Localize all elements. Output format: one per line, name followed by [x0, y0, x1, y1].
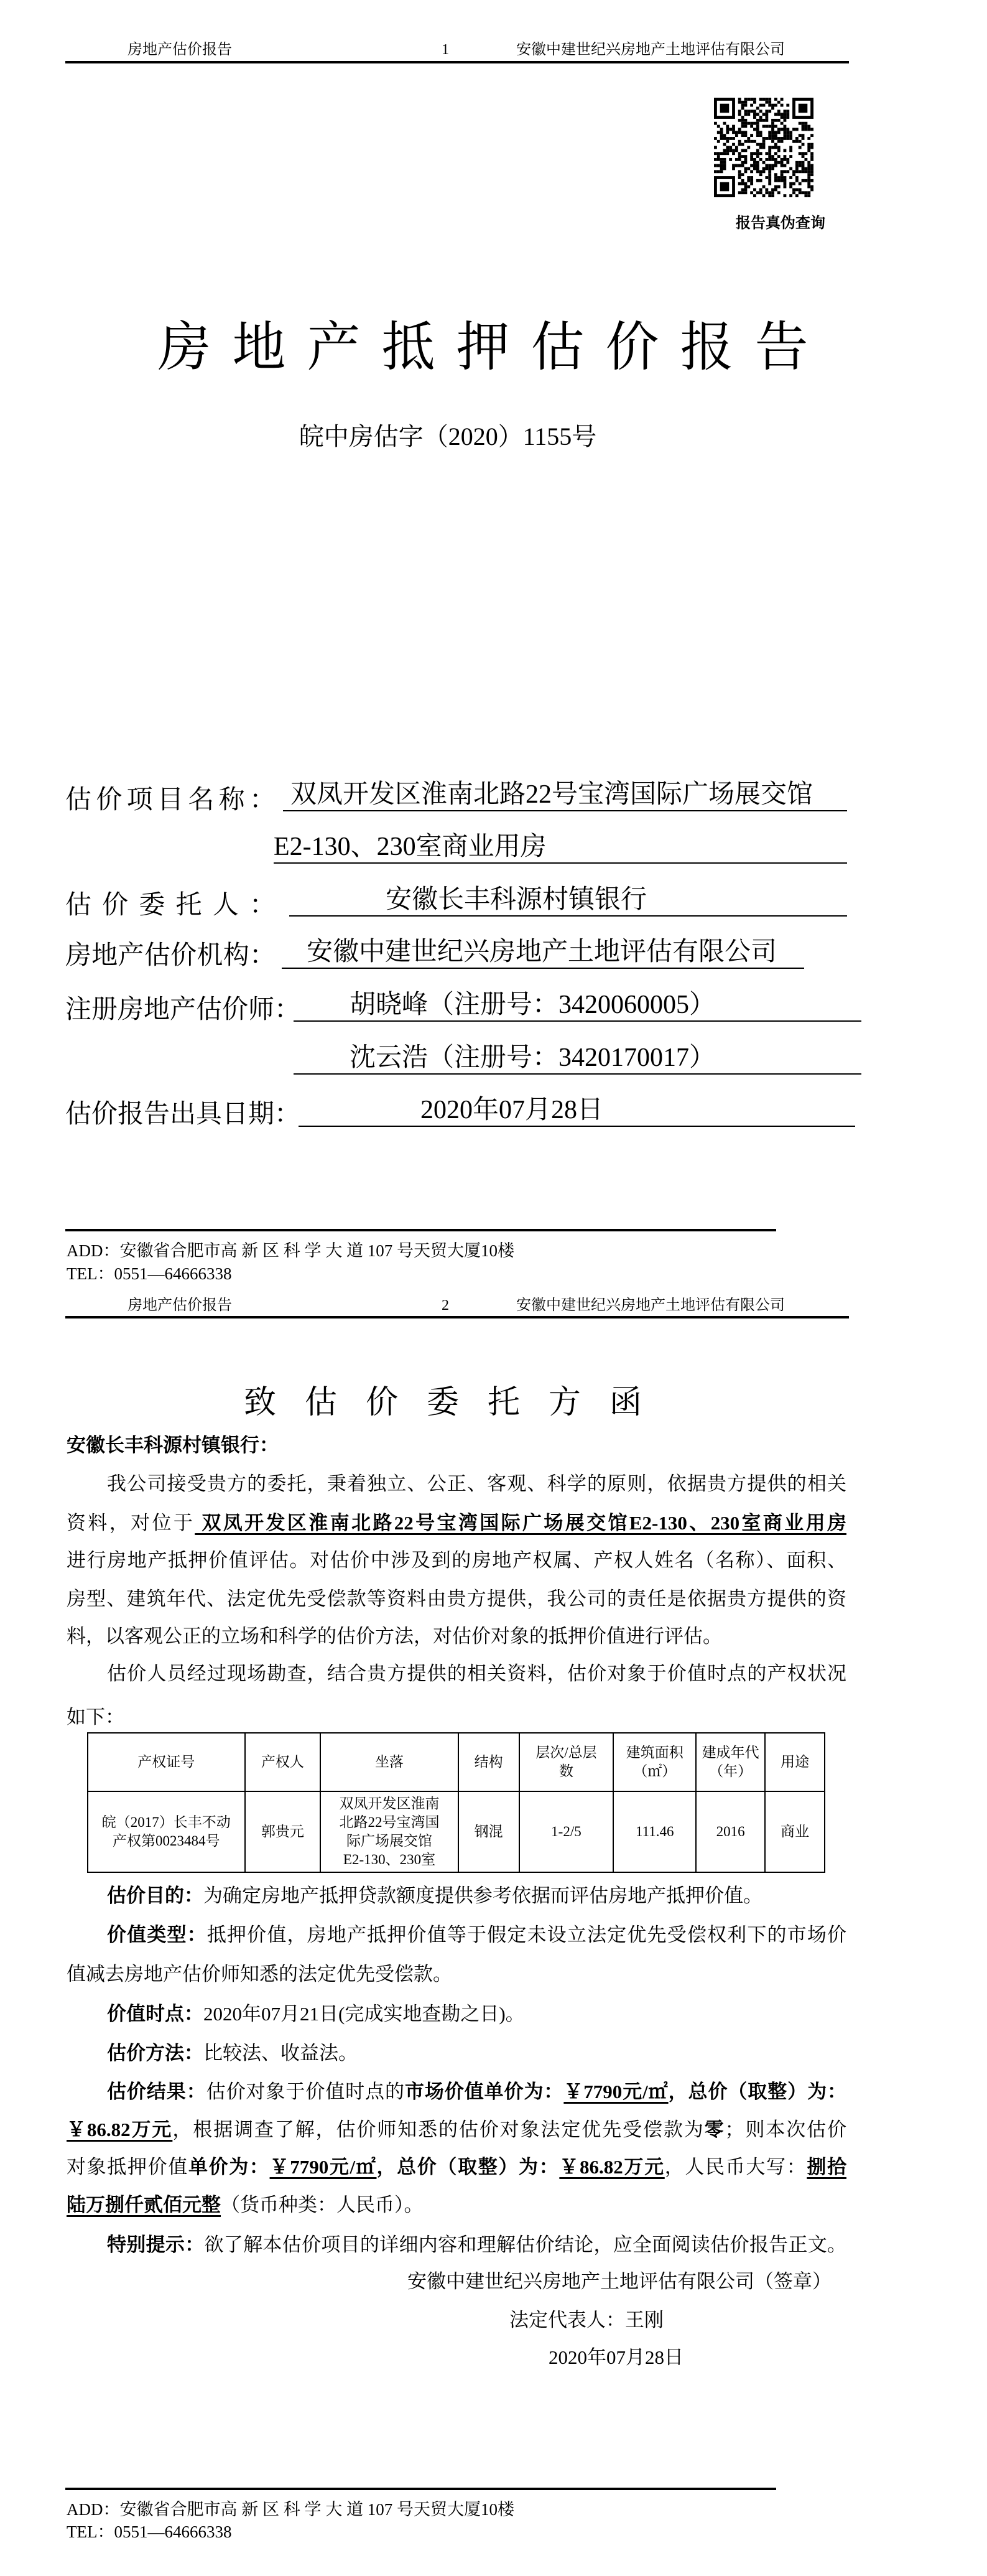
bold-label: 估价目的： [107, 1885, 203, 1906]
text-run: 估价人员经过现场勘查，结合贵方提供的相关资料，估价对象于价值时点的产权状况 [107, 1663, 846, 1684]
bold-label: ，总价（取整）为： [376, 2156, 560, 2178]
paragraph-line [107, 2041, 846, 2066]
th-floor: 层次/总层数 [519, 1733, 614, 1791]
footer-tel: TEL：0551—64666338 [67, 2522, 232, 2541]
header-rule [65, 61, 849, 63]
field-value-agency [282, 936, 804, 969]
footer-rule [65, 1229, 776, 1231]
cell-owner: 郭贵元 [245, 1791, 321, 1872]
header-doc-title: 房地产估价报告 [127, 42, 232, 58]
paragraph-line [67, 1548, 846, 1573]
location-line: 北路22号宝湾国 [339, 1814, 440, 1830]
bold-label: 估价方法： [107, 2042, 203, 2064]
th-cert: 产权证号 [88, 1733, 245, 1791]
project-name-line2: E2-130、230室商业用房 [274, 833, 547, 861]
th-year: 建成年代（年） [696, 1733, 765, 1791]
highlighted-value: ￥7790元/㎡ [563, 2081, 669, 2102]
highlighted-value: 陆万捌仟贰佰元整 [67, 2194, 221, 2216]
property-table [87, 1732, 825, 1873]
field-value-date [299, 1094, 855, 1127]
paragraph-line [67, 2193, 846, 2218]
th-area: 建筑面积（㎡） [613, 1733, 696, 1791]
paragraph-line [67, 1962, 846, 1987]
text-run: 抵押价值，房地产抵押价值等于假定未设立法定优先受偿权利下的市场价 [206, 1924, 847, 1946]
project-name-line1: 双凤开发区淮南北路22号宝湾国际广场展交馆 [290, 780, 813, 809]
legal-representative: 法定代表人：王刚 [509, 2309, 664, 2331]
text-run: 料，以客观公正的立场和科学的估价方法，对估价对象的抵押价值进行评估。 [67, 1625, 722, 1647]
cell-location [320, 1791, 458, 1872]
paragraph-line [107, 2079, 846, 2104]
paragraph-line [67, 1705, 846, 1730]
text-run: 估价对象于价值时点的 [206, 2081, 405, 2102]
field-value-client [289, 884, 847, 917]
text-run: （货币种类：人民币）。 [221, 2194, 424, 2216]
cell-structure: 钢混 [458, 1791, 519, 1872]
text-run: 比较法、收益法。 [203, 2042, 358, 2064]
header-company: 安徽中建世纪兴房地产土地评估有限公司 [516, 1297, 785, 1314]
field-value-project [283, 779, 847, 811]
table-row [88, 1791, 825, 1872]
page-number: 1 [442, 42, 449, 58]
header-company: 安徽中建世纪兴房地产土地评估有限公司 [516, 42, 785, 58]
cover-title: 房地产抵押估价报告 [157, 317, 830, 377]
paragraph-line [67, 2155, 846, 2180]
header-rule [65, 1316, 849, 1318]
field-label-client: 估价委托人： [65, 891, 276, 920]
text-run: ，根据调查了解，估价师知悉的估价对象法定优先受偿款为 [172, 2119, 705, 2140]
cell-floor: 1-2/5 [519, 1791, 614, 1872]
location-line: E2-130、230室 [343, 1852, 436, 1867]
th-location: 坐落 [320, 1733, 458, 1791]
salutation: 安徽长丰科源村镇银行： [67, 1434, 279, 1456]
highlighted-value: 捌拾 [807, 2156, 846, 2178]
client-name: 安徽长丰科源村镇银行 [386, 885, 647, 914]
signature-company: 安徽中建世纪兴房地产土地评估有限公司（签章） [407, 2270, 832, 2292]
text-run: 为确定房地产抵押贷款额度提供参考依据而评估房地产抵押价值。 [203, 1885, 762, 1906]
footer-address: ADD：安徽省合肥市高 新 区 科 学 大 道 107 号天贸大厦10楼 [67, 2500, 514, 2519]
footer-tel: TEL：0551—64666338 [67, 1264, 232, 1283]
cell-year: 2016 [696, 1791, 765, 1872]
th-owner: 产权人 [245, 1733, 321, 1791]
text-run: 如下： [67, 1706, 124, 1728]
field-label-appraisers: 注册房地产估价师： [65, 996, 301, 1024]
qr-code-icon [713, 98, 815, 197]
bold-label: 市场价值单价为： [404, 2081, 564, 2102]
highlighted-value: ￥7790元/㎡ [269, 2156, 377, 2178]
cert-line: 皖（2017）长丰不动 [101, 1814, 231, 1830]
paragraph-line [107, 1472, 846, 1496]
qr-caption: 报告真伪查询 [736, 215, 825, 231]
bold-label: 价值时点： [107, 2003, 203, 2025]
appraiser-2: 沈云浩（注册号：3420170017） [350, 1043, 716, 1072]
cell-area: 111.46 [613, 1791, 696, 1872]
th-structure: 结构 [458, 1733, 519, 1791]
field-value-appraiser-1 [294, 989, 861, 1022]
cell-use: 商业 [765, 1791, 825, 1872]
bold-label: ，总价（取整）为： [668, 2081, 847, 2102]
field-value-project-cont [274, 831, 847, 864]
paragraph-line [107, 1923, 846, 1948]
footer-rule [65, 2488, 776, 2490]
highlighted-value: ￥86.82万元 [559, 2156, 665, 2178]
paragraph-line [107, 2233, 846, 2257]
appraiser-1: 胡晓峰（注册号：3420060005） [350, 991, 716, 1019]
text-run: 2020年07月21日(完成实地查勘之日)。 [203, 2003, 525, 2025]
location-line: 际广场展交馆 [346, 1833, 432, 1849]
letter-title: 致估价委托方函 [243, 1385, 670, 1421]
text-run: 房型、建筑年代、法定优先受偿款等资料由贵方提供，我公司的责任是依据贵方提供的资 [67, 1588, 846, 1610]
signature-date: 2020年07月28日 [549, 2346, 683, 2368]
bold-label: 价值类型： [107, 1924, 207, 1946]
cell-cert [88, 1791, 245, 1872]
bold-label: 估价结果： [107, 2081, 206, 2102]
text-run: ，人民币大写： [664, 2156, 807, 2178]
paragraph-line [107, 1883, 846, 1908]
issue-date: 2020年07月28日 [420, 1096, 604, 1124]
text-run: 进行房地产抵押价值评估。对估价中涉及到的房地产权属、产权人姓名（名称）、面积、 [67, 1549, 846, 1571]
field-value-appraiser-2 [294, 1042, 861, 1075]
paragraph-line [67, 1624, 846, 1649]
text-run: 值减去房地产估价师知悉的法定优先受偿款。 [67, 1963, 452, 1985]
footer-address: ADD：安徽省合肥市高 新 区 科 学 大 道 107 号天贸大厦10楼 [67, 1241, 514, 1260]
bold-label: 零 [704, 2119, 725, 2140]
text-run: ；则本次估价 [725, 2119, 847, 2140]
location-line: 双凤开发区淮南 [339, 1796, 440, 1811]
paragraph-line [107, 1661, 846, 1686]
table-header-row [88, 1733, 825, 1791]
th-use: 用途 [765, 1733, 825, 1791]
highlighted-value: ￥86.82万元 [67, 2119, 173, 2140]
cert-line: 产权第0023484号 [113, 1833, 220, 1849]
report-number: 皖中房估字（2020）1155号 [299, 422, 597, 450]
header-doc-title: 房地产估价报告 [127, 1297, 232, 1314]
agency-name: 安徽中建世纪兴房地产土地评估有限公司 [307, 938, 777, 966]
field-label-project: 估价项目名称： [65, 786, 276, 814]
page-number: 2 [442, 1297, 449, 1314]
paragraph-line [67, 1587, 846, 1612]
paragraph-line [67, 1511, 846, 1536]
bold-label: 特别提示： [107, 2234, 205, 2256]
field-label-agency: 房地产估价机构： [65, 941, 276, 970]
paragraph-line [67, 2117, 846, 2142]
text-run: 对象抵押价值 [67, 2156, 188, 2178]
field-label-date: 估价报告出具日期： [65, 1100, 301, 1129]
text-run: 资料，对位于 [67, 1512, 195, 1534]
text-run: 欲了解本估价项目的详细内容和理解估价结论，应全面阅读估价报告正文。 [204, 2234, 847, 2256]
bold-label: 单价为： [188, 2156, 270, 2178]
paragraph-line [107, 2002, 846, 2027]
text-run: 我公司接受贵方的委托，秉着独立、公正、客观、科学的原则，依据贵方提供的相关 [107, 1473, 846, 1495]
highlighted-value: 双凤开发区淮南北路22号宝湾国际广场展交馆E2-130、230室商业用房 [195, 1512, 846, 1534]
